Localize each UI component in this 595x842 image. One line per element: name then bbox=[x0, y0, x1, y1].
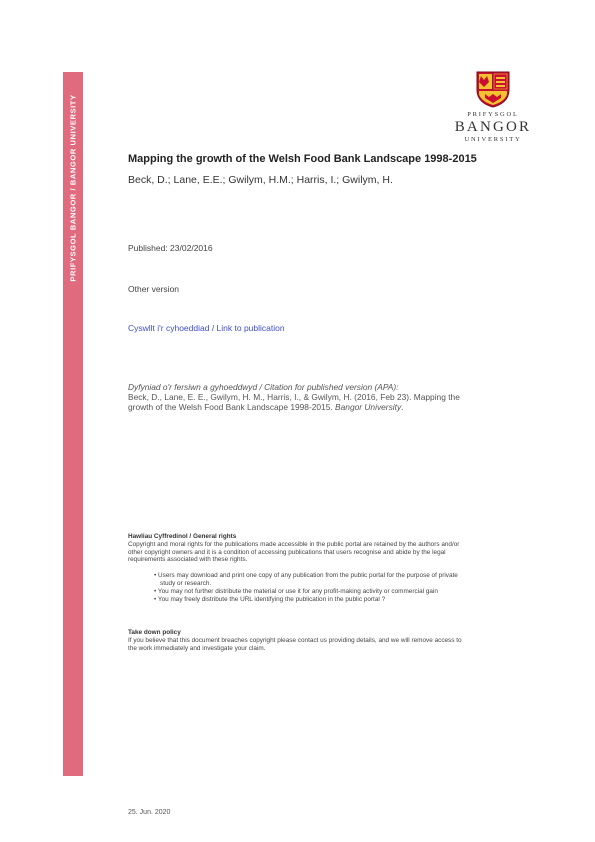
rights-bullet: • You may freely distribute the URL identifying the publication in the public portal ? bbox=[154, 595, 386, 603]
rights-line: Copyright and moral rights for the publications made accessible in the public portal are retained by the authors and/or bbox=[128, 540, 460, 548]
download-date: 25. Jun. 2020 bbox=[128, 809, 171, 816]
takedown-heading: Take down policy bbox=[128, 629, 181, 636]
document-authors: Beck, D.; Lane, E.E.; Gwilym, H.M.; Harris, I.; Gwilym, H. bbox=[128, 174, 393, 186]
citation-line-2-main: growth of the Welsh Food Bank Landscape 1998-2015. bbox=[128, 402, 336, 413]
takedown-line: the work immediately and investigate your claim. bbox=[128, 644, 266, 652]
logo-top-text: PRIFYSGOL bbox=[467, 111, 519, 118]
logo-main-text: BANGOR bbox=[454, 119, 532, 135]
citation-block bbox=[128, 382, 473, 413]
rights-bullet: • Users may download and print one copy of any publication from the public portal for the purpose of private bbox=[154, 572, 458, 580]
rights-bullet: • You may not further distribute the material or use it for any profit-making activity or commercial gain bbox=[154, 587, 438, 595]
published-date: Published: 23/02/2016 bbox=[128, 243, 213, 253]
document-title: Mapping the growth of the Welsh Food Bank Landscape 1998-2015 bbox=[128, 153, 477, 165]
university-logo bbox=[443, 70, 543, 144]
rights-heading: Hawliau Cyffredinol / General rights bbox=[128, 533, 237, 540]
publication-link[interactable]: Cyswllt i'r cyhoeddiad / Link to publication bbox=[128, 323, 285, 333]
rights-line: requirements associated with these rights. bbox=[128, 556, 248, 564]
document-version: Other version bbox=[128, 284, 180, 294]
citation-publisher: Bangor University bbox=[335, 402, 402, 413]
sidebar-label: PRIFYSGOL BANGOR / BANGOR UNIVERSITY bbox=[68, 94, 78, 282]
citation-heading: Dyfyniad o'r fersiwn a gyhoeddwyd / Citation for published version (APA): bbox=[128, 382, 399, 392]
citation-line-2 bbox=[128, 402, 473, 412]
takedown-line: If you believe that this document breaches copyright please contact us providing details, and we will remove access to bbox=[128, 636, 462, 644]
citation-line-2-end: . bbox=[401, 402, 404, 413]
rights-bullet: study or research. bbox=[160, 579, 212, 587]
citation-line-1: Beck, D., Lane, E. E., Gwilym, H. M., Harris, I., & Gwilym, H. (2016, Feb 23). Mapping the bbox=[128, 392, 460, 403]
takedown-policy bbox=[128, 629, 548, 652]
general-rights bbox=[128, 533, 548, 603]
logo-bottom-text: UNIVERSITY bbox=[464, 136, 522, 143]
crest-icon bbox=[475, 70, 511, 108]
rights-line: other copyright owners and it is a condition of accessing publications that users recognise and abide by the legal bbox=[128, 548, 446, 556]
rights-bullet-list bbox=[128, 572, 548, 603]
